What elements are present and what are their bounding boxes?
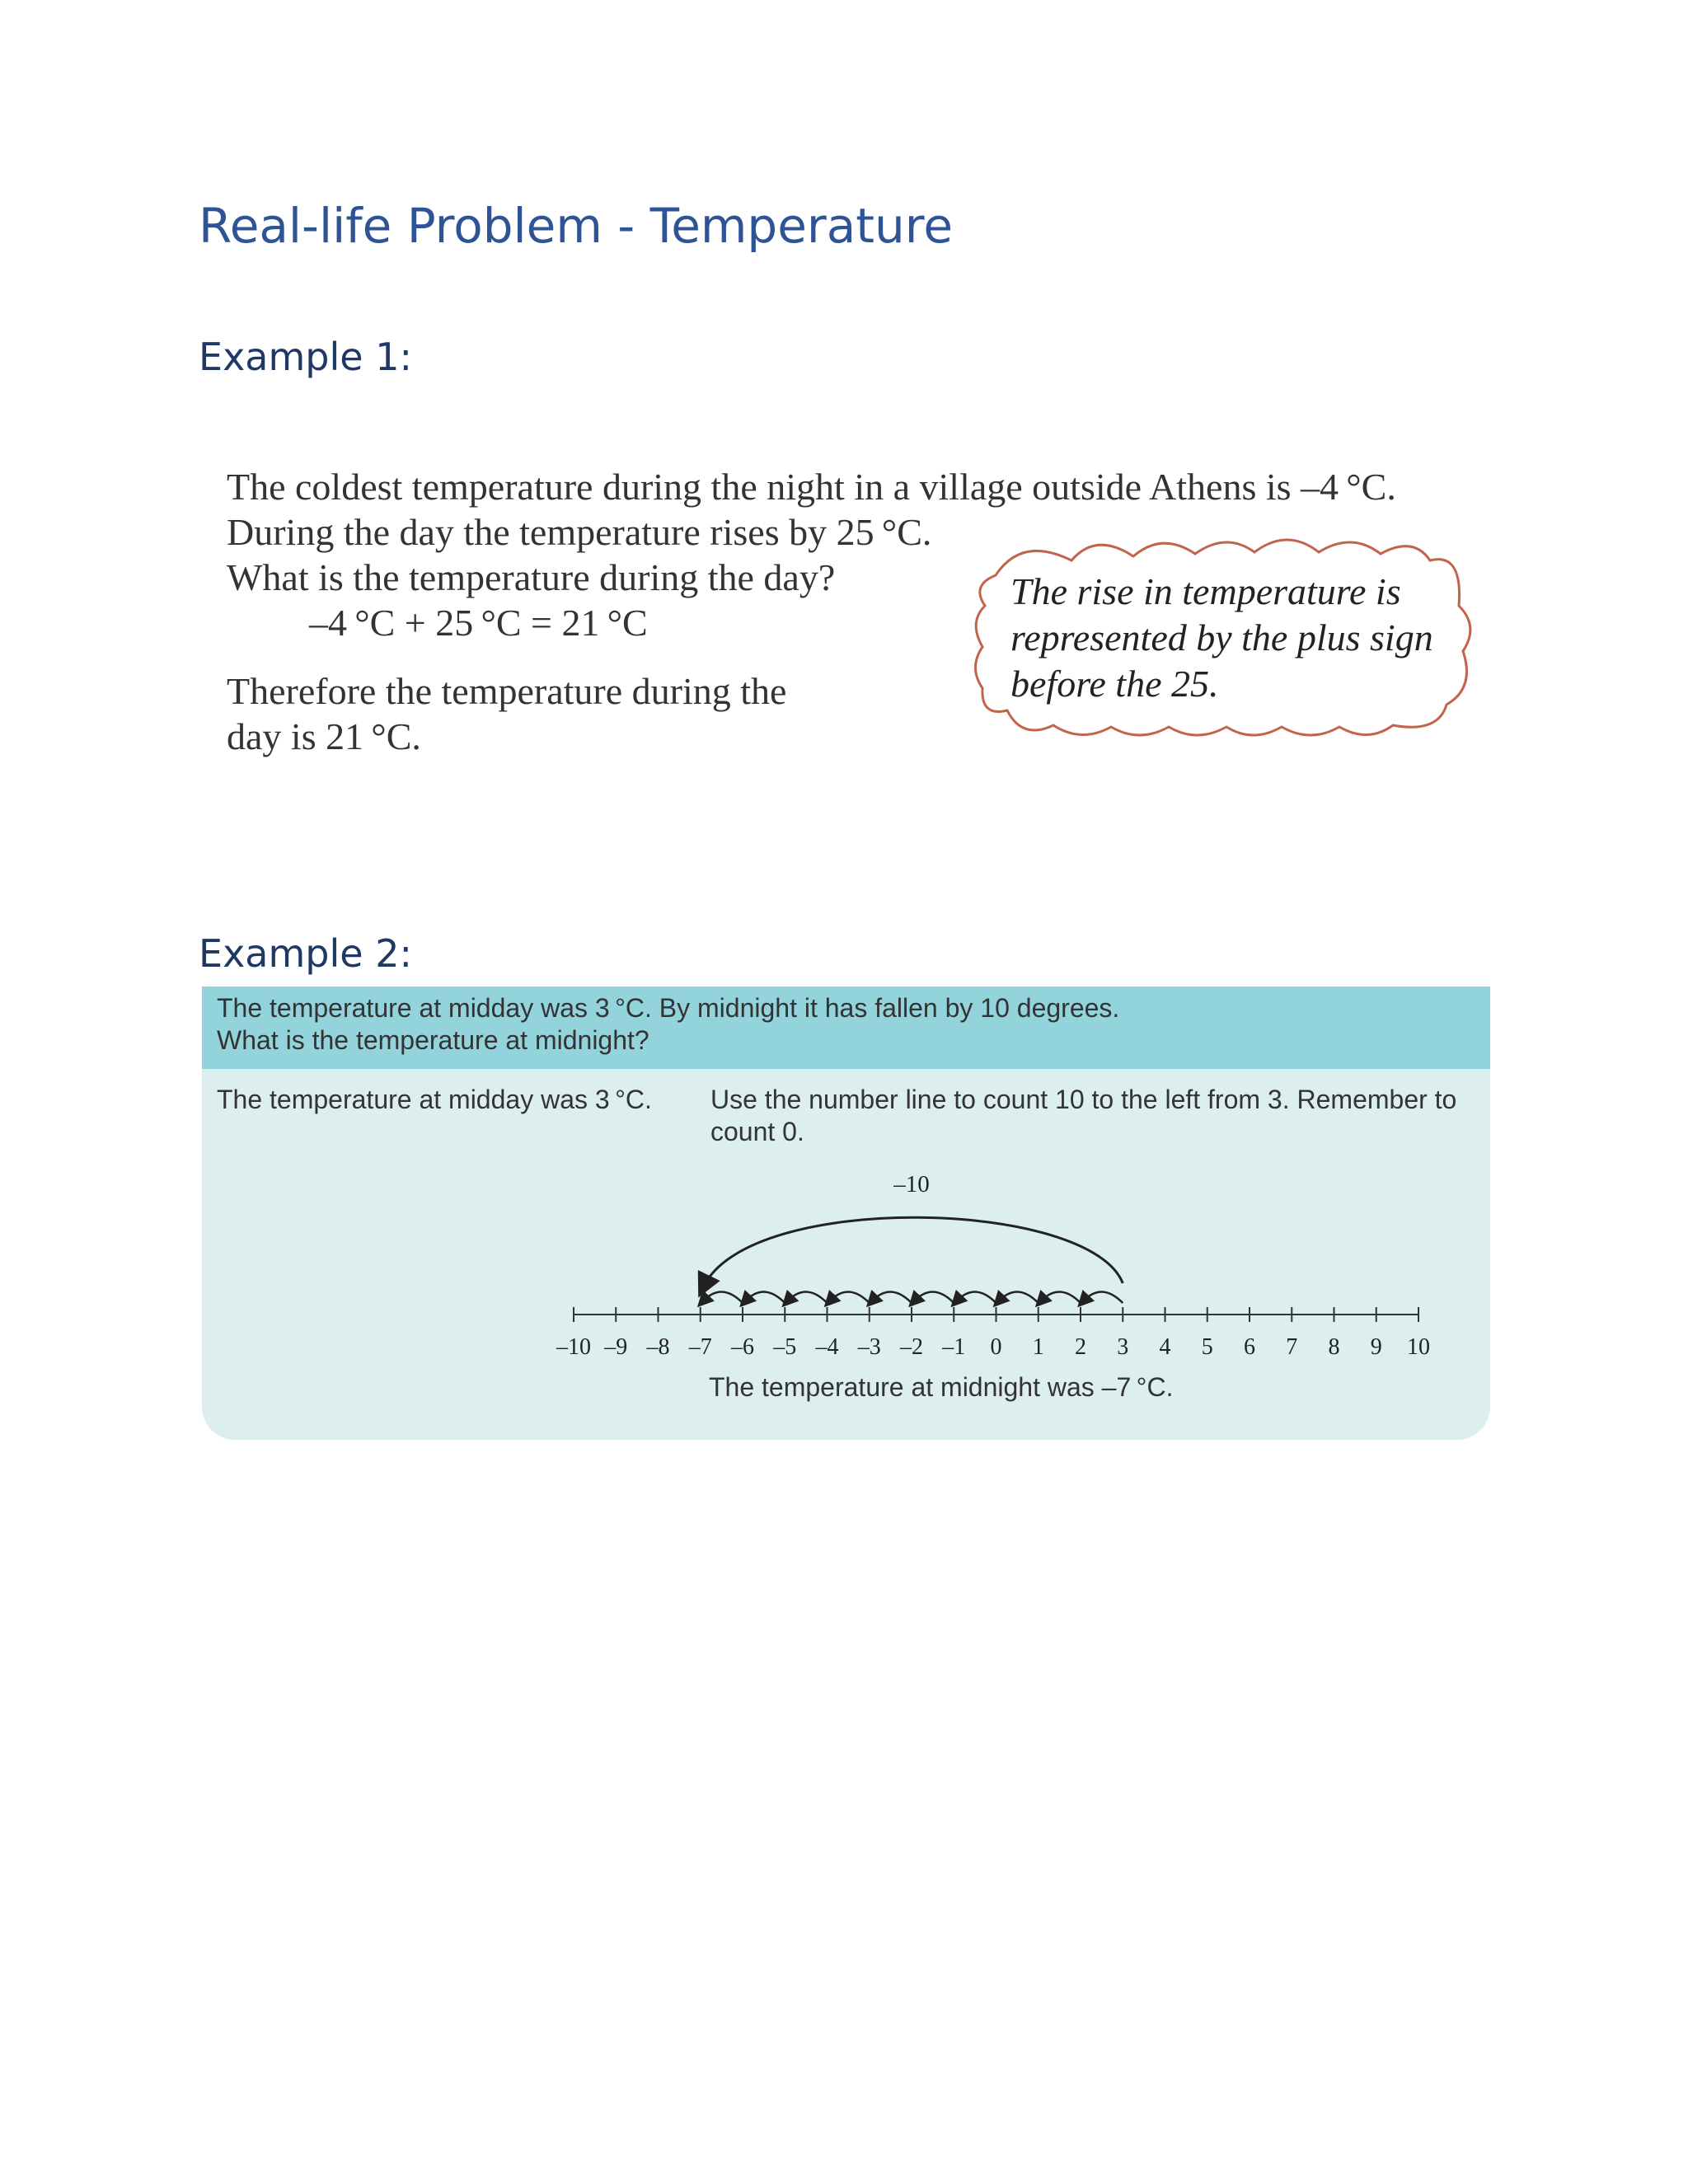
example-1-question: What is the temperature during the day? (227, 556, 836, 598)
number-line-tick-label: –7 (688, 1334, 712, 1360)
example-1-heading: Example 1: (199, 335, 412, 379)
jump-label: –10 (893, 1171, 930, 1197)
unit-hop-arc (830, 1291, 870, 1303)
unit-hop-arc (787, 1291, 827, 1303)
number-line-tick-label: –4 (815, 1334, 839, 1360)
number-line-tick-label: 2 (1075, 1334, 1086, 1360)
number-line-tick-label: –2 (900, 1334, 923, 1360)
example-2-heading: Example 2: (199, 931, 412, 976)
callout-text-line: The rise in temperature is (1010, 570, 1401, 612)
unit-hop-arc (914, 1291, 954, 1303)
unit-hop-arc (745, 1291, 785, 1303)
unit-hop-arc (703, 1291, 743, 1303)
number-line-tick-label: 7 (1286, 1334, 1298, 1360)
number-line-tick-label: –1 (942, 1334, 966, 1360)
number-line-tick-label: –8 (646, 1334, 670, 1360)
number-line-tick-label: –6 (731, 1334, 754, 1360)
number-line-tick-label: –10 (556, 1334, 591, 1360)
unit-hop-arc (999, 1291, 1039, 1303)
number-line-tick-label: 8 (1328, 1334, 1340, 1360)
number-line-tick-label: –5 (773, 1334, 797, 1360)
callout-text-line: represented by the plus sign (1010, 616, 1433, 658)
solution-given: The temperature at midday was 3 °C. (217, 1085, 652, 1114)
number-line-tick-label: 3 (1117, 1334, 1129, 1360)
number-line-tick-label: 6 (1244, 1334, 1255, 1360)
example-2-box (202, 987, 1490, 1440)
solution-result: The temperature at midnight was –7 °C. (709, 1372, 1174, 1402)
example-1-equation: –4 °C + 25 °C = 21 °C (309, 602, 648, 644)
solution-instruction-line: count 0. (710, 1117, 804, 1146)
callout-text-line: before the 25. (1010, 663, 1219, 705)
unit-hop-arc (956, 1291, 996, 1303)
number-line-tick-label: 1 (1032, 1334, 1044, 1360)
number-line-tick-label: 10 (1407, 1334, 1430, 1360)
page-title: Real-life Problem - Temperature (199, 198, 954, 254)
number-line-tick-label: 9 (1370, 1334, 1382, 1360)
unit-hop-arc (1083, 1291, 1123, 1303)
example-1-problem-line: During the day the temperature rises by 25 °C. (227, 511, 932, 553)
big-jump-arc (704, 1217, 1123, 1286)
unit-hop-arc (872, 1291, 912, 1303)
number-line-tick-label: –9 (604, 1334, 628, 1360)
number-line-tick-label: 0 (990, 1334, 1002, 1360)
number-line-tick-label: 5 (1201, 1334, 1213, 1360)
number-line-tick-label: 4 (1159, 1334, 1171, 1360)
example-1-problem-line: The coldest temperature during the night in a village outside Athens is –4 °C. (227, 466, 1396, 508)
number-line-tick-label: –3 (857, 1334, 881, 1360)
question-line: What is the temperature at midnight? (217, 1025, 649, 1055)
unit-hop-arc (1041, 1291, 1081, 1303)
example-1-conclusion-line: Therefore the temperature during the (227, 670, 787, 712)
solution-instruction-line: Use the number line to count 10 to the left from 3. Remember to (710, 1085, 1457, 1114)
example-1-conclusion-line: day is 21 °C. (227, 715, 421, 757)
question-line: The temperature at midday was 3 °C. By midnight it has fallen by 10 degrees. (217, 993, 1120, 1023)
